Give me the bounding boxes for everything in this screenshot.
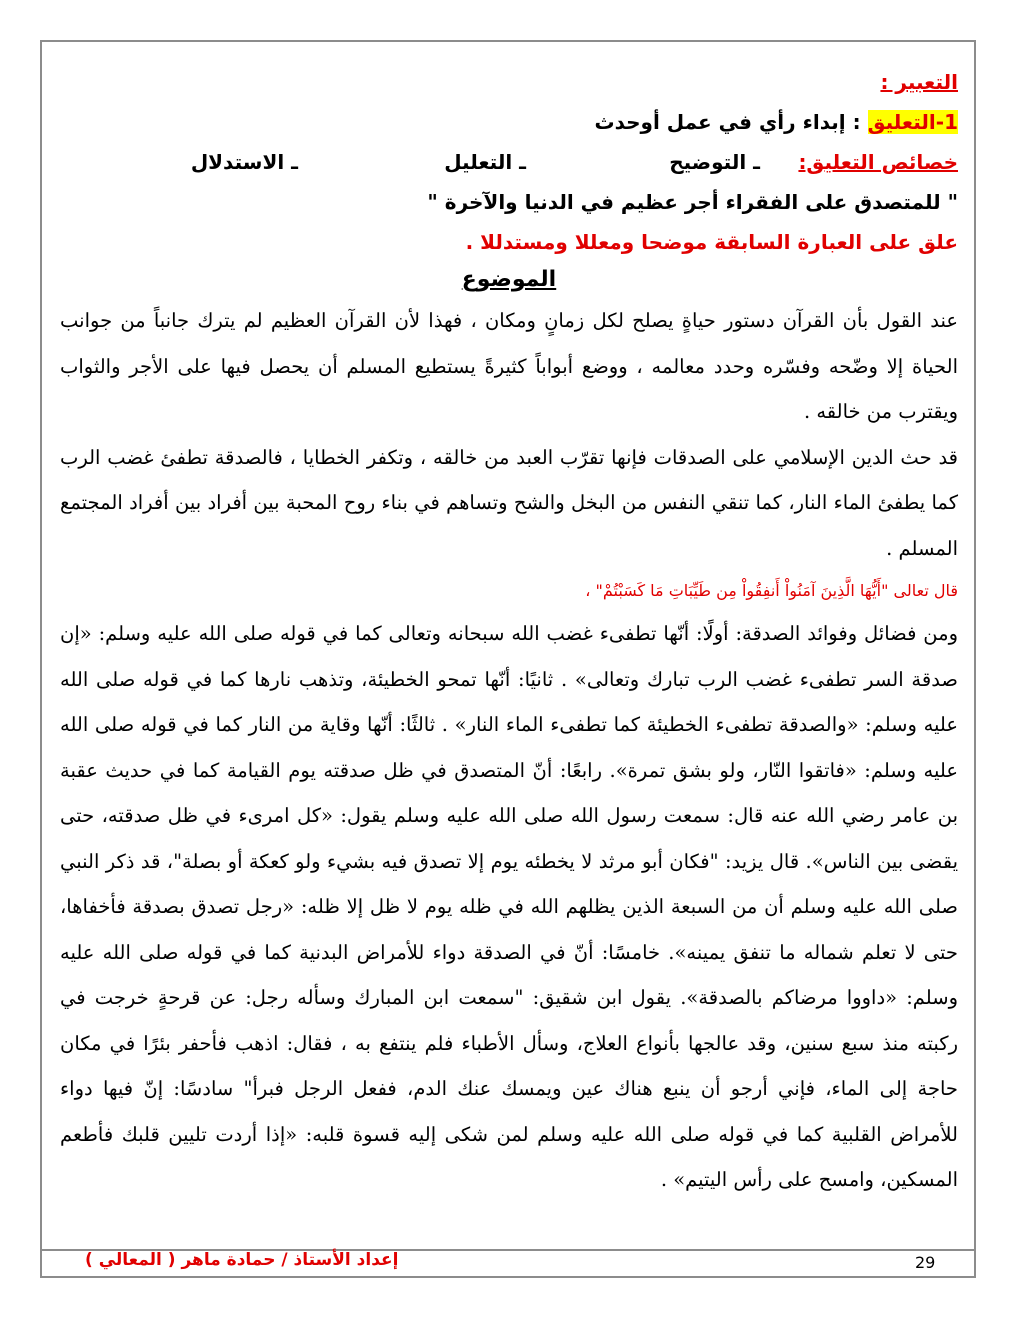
- quran-verse: [60, 571, 958, 611]
- paragraph-charity: قد حث الدين الإسلامي على الصدقات فإنها تقرّب العبد من خالقه ، وتكفر الخطايا ، فالصدقة تطفئ غضب الرب كما يطفئ الماء النار، كما تنقي النفس من البخل والشح وتساهم في بناء روح المحبة بين أفراد بين أفراد المجتمع المسلم .: [60, 445, 958, 560]
- section-title: التعبير :: [880, 70, 958, 94]
- document-body: [60, 62, 958, 1203]
- features-label: خصائص التعليق:: [798, 150, 958, 174]
- item-name: التعليق: [867, 110, 936, 134]
- paragraph-virtues: ومن فضائل وفوائد الصدقة: أولًا: أنّها تطفىء غضب الله سبحانه وتعالى كما في قوله صلى الله عليه وسلم: «إن صدقة السر تطفىء غضب الرب تبارك وتعالى» . ثانيًا: أنّها تمحو الخطيئة، وتذهب نارها كما في قوله صلى الله عليه وسلم: «والصدقة تطفىء الخطيئة كما تطفىء الماء النار» . ثالثًا: أنّها وقاية من النار كما في قوله صلى الله عليه وسلم: «فاتقوا النّار، ولو بشق تمرة». رابعًا: أنّ المتصدق في ظل صدقته يوم القيامة كما في حديث عقبة بن عامر رضي الله عنه قال: سمعت رسول الله صلى الله عليه وسلم يقول: «كل امرىء في ظل صدقته، حتى يقضى بين الناس». قال يزيد: "فكان أبو مرثد لا يخطئه يوم إلا تصدق فيه بشيء ولو كعكة أو بصلة"، قد ذكر النبي صلى الله عليه وسلم أن من السبعة الذين يظلهم الله في ظله يوم لا ظل إلا ظله: «رجل تصدق بصدقة فأخفاها، حتى لا تعلم شماله ما تنفق يمينه». خامسًا: أنّ في الصدقة دواء للأمراض البدنية كما في قوله صلى الله عليه وسلم: «داووا مرضاكم بالصدقة». يقول ابن شقيق: "سمعت ابن المبارك وسأله رجل: عن قرحةٍ خرجت في ركبته منذ سبع سنين، وقد عالجها بأنواع العلاج، وسأل الأطباء فلم ينتفع به ، فقال: اذهب فأحفر بئرًا في مكان حاجة إلى الماء، فإني أرجو أن ينبع هناك عين ويمسك عنك الدم، ففعل الرجل فبرأ" سادسًا: إنّ فيها دواء للأمراض القلبية كما في قوله صلى الله عليه وسلم لمن شكى إليه قسوة قلبه: «إذا أردت تليين قلبك فأطعم المسكين، وامسح على رأس اليتيم» .: [60, 622, 958, 1191]
- item-description: : إبداء رأي في عمل أوحدث: [594, 110, 861, 134]
- instruction: علق على العبارة السابقة موضحا ومعللا ومستدللا .: [465, 230, 958, 254]
- item-number: 1-: [935, 110, 958, 134]
- quote-statement: " للمتصدق على الفقراء أجر عظيم في الدنيا والآخرة ": [427, 190, 958, 214]
- verse-outro: " ،: [585, 581, 603, 600]
- topic-title: الموضوع: [461, 267, 557, 292]
- paragraph-intro: عند القول بأن القرآن دستور حياةٍ يصلح لكل زمانٍ ومكان ، فهذا لأن القرآن العظيم لم يترك جانباً من جوانب الحياة إلا وضّحه وفسّره وحدد معالمه ، ووضع أبواباً كثيرةً يستطيع المسلم أن يحصل فيها على الأجر والثواب ويقترب من خالقه .: [60, 309, 958, 423]
- verse-intro: قال تعالى ": [881, 581, 958, 600]
- verse-text: أَيُّهَا الَّذِينَ آمَنُواْ أَنفِقُواْ مِن طَيِّبَاتِ مَا كَسَبْتُمْ: [602, 581, 882, 600]
- feature-explain: ـ التوضيح: [669, 150, 760, 174]
- page-number: 29: [915, 1253, 936, 1272]
- features-row: [60, 142, 958, 182]
- feature-evidence: ـ الاستدلال: [190, 150, 298, 174]
- footer-author: إعداد الأستاذ / حمادة ماهر ( المعالي ): [85, 1250, 399, 1270]
- feature-reasoning: ـ التعليل: [444, 150, 526, 174]
- item-heading: [60, 102, 958, 142]
